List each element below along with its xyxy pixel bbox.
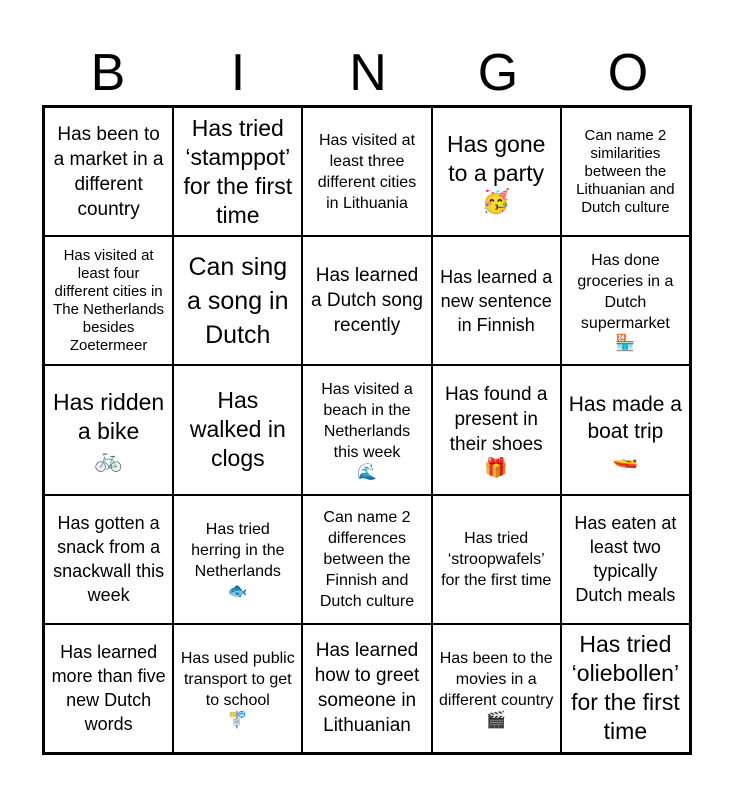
bingo-grid — [42, 105, 692, 755]
bingo-cell[interactable] — [173, 365, 302, 494]
cell-text: Has visited at least three different cities in Lithuania — [317, 131, 417, 212]
cell-text: Has made a boat trip — [568, 393, 682, 444]
cell-text: Has been to a market in a different country — [53, 123, 164, 220]
cell-text: Has tried herring in the Netherlands — [191, 520, 285, 580]
cell-text: Can name 2 differences between the Finnish and Dutch culture — [319, 508, 415, 610]
header-letter-i: I — [230, 44, 246, 102]
bingo-cell[interactable] — [302, 495, 431, 624]
cell-text: Has done groceries in a Dutch supermarket — [577, 251, 674, 332]
cell-text: Has visited a beach in the Netherlands this week — [321, 380, 413, 461]
bingo-cell[interactable] — [302, 107, 431, 236]
bingo-cell[interactable] — [432, 624, 561, 753]
header-letter-b: B — [90, 44, 126, 102]
cell-text: Has been to the movies in a different country — [438, 649, 554, 709]
header-letter-n: N — [349, 44, 387, 102]
header-letter-o: O — [607, 44, 649, 102]
bingo-cell[interactable] — [302, 624, 431, 753]
bingo-cell[interactable] — [561, 107, 690, 236]
bingo-cell[interactable] — [173, 624, 302, 753]
cell-text: Can sing a song in Dutch — [187, 252, 289, 349]
cell-text: Has tried ‘oliebollen’ for the first time — [571, 631, 680, 745]
cell-text: Has learned a Dutch song recently — [311, 265, 423, 337]
bingo-cell[interactable] — [173, 107, 302, 236]
cell-text: Has learned a new sentence in Finnish — [440, 266, 553, 335]
cell-text: Has tried ‘stroopwafels’ for the first time — [441, 529, 552, 589]
bingo-cell[interactable] — [561, 236, 690, 365]
cell-text: Has ridden a bike — [52, 389, 165, 445]
cell-text: Has tried ‘stamppot’ for the first time — [183, 114, 293, 228]
bingo-cell[interactable] — [561, 624, 690, 753]
bingo-cell[interactable] — [561, 495, 690, 624]
wave-icon: 🌊 — [357, 463, 377, 481]
bingo-cell[interactable] — [561, 365, 690, 494]
bingo-cell[interactable] — [432, 107, 561, 236]
bingo-header — [43, 40, 693, 106]
bingo-cell[interactable] — [302, 236, 431, 365]
bicycle-icon: 🚲 — [94, 446, 123, 473]
cell-text: Has learned how to greet someone in Lithuanian — [314, 640, 420, 737]
fish-icon: 🐟 — [227, 582, 248, 600]
bingo-cell[interactable] — [44, 365, 173, 494]
cell-text: Has walked in clogs — [189, 387, 286, 472]
bingo-cell[interactable] — [44, 624, 173, 753]
cell-text: Has used public transport to get to school — [180, 649, 295, 709]
bingo-cell[interactable] — [44, 236, 173, 365]
cell-text: Has eaten at least two typically Dutch meals — [574, 513, 677, 606]
bingo-cell[interactable] — [432, 365, 561, 494]
bingo-cell[interactable] — [302, 365, 431, 494]
bingo-cell[interactable] — [432, 236, 561, 365]
clapper-board-icon: 🎬 — [486, 711, 507, 729]
cell-text: Has gotten a snack from a snackwall this week — [53, 513, 165, 606]
bingo-cell[interactable] — [173, 236, 302, 365]
bingo-cell[interactable] — [173, 495, 302, 624]
cell-text: Has found a present in their shoes — [444, 383, 548, 455]
party-face-icon: 🥳 — [481, 188, 511, 215]
speedboat-icon: 🚤 — [612, 446, 639, 470]
cell-text: Has gone to a party — [446, 131, 546, 187]
convenience-store-icon: 🏪 — [615, 334, 636, 352]
bingo-cell[interactable] — [44, 107, 173, 236]
cell-text: Has learned more than five new Dutch words — [51, 642, 166, 735]
bus-stop-icon: 🚏 — [227, 711, 248, 729]
cell-text: Can name 2 similarities between the Lithuanian and Dutch culture — [576, 126, 675, 216]
header-letter-g: G — [477, 44, 519, 102]
gift-icon: 🎁 — [484, 457, 509, 479]
bingo-cell[interactable] — [44, 495, 173, 624]
bingo-cell[interactable] — [432, 495, 561, 624]
cell-text: Has visited at least four different cities in The Netherlands besides Zoetermeer — [53, 246, 165, 354]
